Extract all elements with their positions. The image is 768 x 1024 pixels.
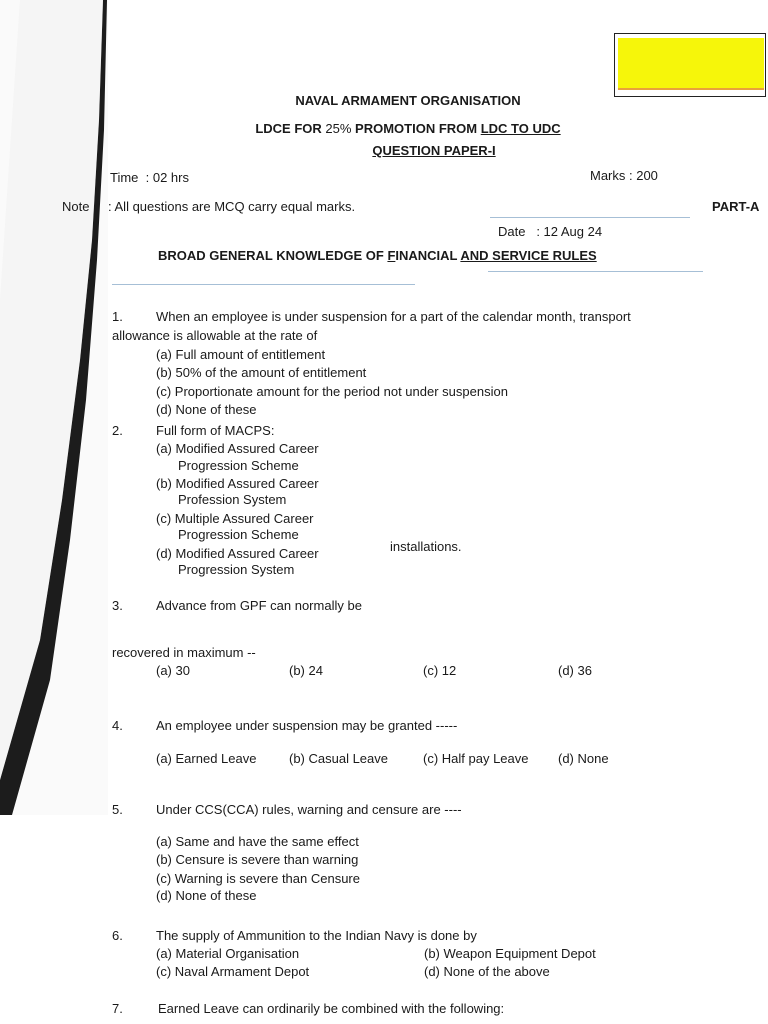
option-a: (a) Same and have the same effect [156,834,359,849]
option-c: (c) Half pay Leave [423,751,529,766]
time-value: : 02 hrs [145,170,189,185]
question-number: 1. [112,309,123,324]
question-text-continued: recovered in maximum -- [112,645,256,660]
date-label: Date [498,224,526,239]
highlighted-stamp-box [614,33,766,97]
option-d: (d) None of the above [424,964,550,979]
exam-title-post: LDC TO UDC [480,121,561,136]
option-c: (c) 12 [423,663,457,678]
option-c: (c) Multiple Assured Career [156,511,314,526]
rule-line [490,217,690,218]
option-a: (a) Material Organisation [156,946,300,961]
question-number: 4. [112,718,123,733]
question-number: 6. [112,928,123,943]
question-text: An employee under suspension may be granted ----- [156,718,458,733]
section-heading [158,249,597,264]
option-d: (d) None [558,751,609,766]
exam-title-mid: PROMOTION FROM [351,121,481,136]
note-label: Note [62,199,90,214]
question-text: Earned Leave can ordinarily be combined with the following: [158,1001,505,1016]
option-d: (d) Modified Assured Career [156,546,319,561]
question-text: Full form of MACPS: [156,423,275,438]
option-a: (a) 30 [156,663,190,678]
option-b: (b) Censure is severe than warning [156,852,359,867]
option-a-continued: Progression Scheme [178,458,299,473]
date-value: : 12 Aug 24 [536,224,603,239]
question-number: 7. [112,1001,123,1016]
note-text: : All questions are MCQ carry equal marks. [108,199,356,214]
exam-title-percent: 25% [325,121,352,136]
part-label: PART-A [712,199,760,214]
question-text: Advance from GPF can normally be [156,598,362,613]
exam-title [0,122,768,137]
question-number: 3. [112,598,123,613]
section-heading-post: AND SERVICE RULES [460,248,597,263]
stray-text: installations. [390,539,462,554]
option-c: (c) Proportionate amount for the period not under suspension [156,384,508,399]
exam-title-pre: LDCE FOR [255,121,326,136]
yellow-highlight [618,38,764,90]
section-heading-f: F [387,248,396,263]
option-b: (b) 50% of the amount of entitlement [156,365,367,380]
question-text: The supply of Ammunition to the Indian Navy is done by [156,928,477,943]
option-a: (a) Full amount of entitlement [156,347,326,362]
option-b: (b) Casual Leave [289,751,388,766]
question-number: 2. [112,423,123,438]
option-d: (d) 36 [558,663,592,678]
time-label: Time [110,170,139,185]
question-text-continued: allowance is allowable at the rate of [112,328,318,343]
option-a: (a) Earned Leave [156,751,257,766]
option-d-continued: Progression System [178,562,295,577]
option-b: (b) 24 [289,663,323,678]
marks-label: Marks : 200 [590,168,658,183]
rule-line [112,284,415,285]
option-b: (b) Weapon Equipment Depot [424,946,596,961]
option-c: (c) Warning is severe than Censure [156,871,360,886]
option-a: (a) Modified Assured Career [156,441,319,456]
time-row [110,171,189,186]
option-d: (d) None of these [156,402,257,417]
option-b-continued: Profession System [178,492,287,507]
section-heading-mid: INANCIAL [395,248,461,263]
question-number: 5. [112,802,123,817]
option-d: (d) None of these [156,888,257,903]
option-b: (b) Modified Assured Career [156,476,319,491]
option-c-continued: Progression Scheme [178,527,299,542]
rule-line [488,271,703,272]
paper-title: QUESTION PAPER-I [372,143,496,158]
question-text: Under CCS(CCA) rules, warning and censure are ---- [156,802,462,817]
question-text: When an employee is under suspension for a part of the calendar month, transport [156,309,631,324]
organisation-title: NAVAL ARMAMENT ORGANISATION [295,93,521,108]
option-c: (c) Naval Armament Depot [156,964,310,979]
section-heading-pre: BROAD GENERAL KNOWLEDGE OF [158,248,388,263]
date-row [498,225,602,240]
